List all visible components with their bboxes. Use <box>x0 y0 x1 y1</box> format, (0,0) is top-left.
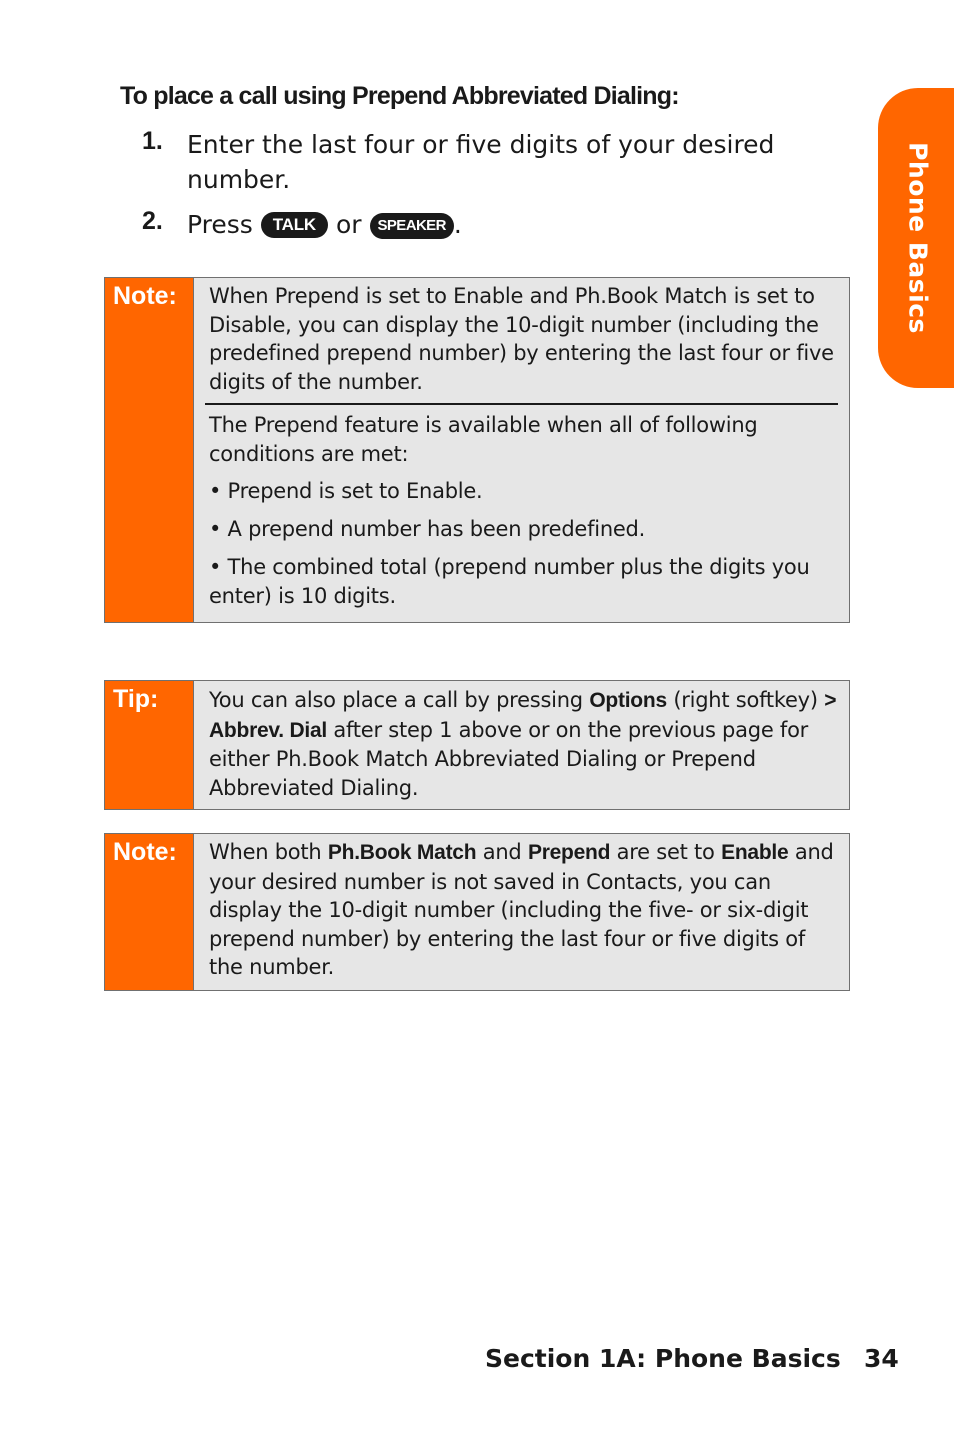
step-text-press: Press <box>187 210 253 239</box>
note-divider <box>205 403 838 405</box>
note-text: are set to <box>610 840 722 864</box>
note-text: When both <box>209 840 328 864</box>
speaker-key-icon: SPEAKER <box>370 213 454 239</box>
step-text <box>187 207 807 242</box>
note-bullet: • A prepend number has been predefined. <box>209 517 646 541</box>
tip-content <box>194 681 849 809</box>
section-side-tab <box>878 88 954 388</box>
note-label-column <box>105 834 194 990</box>
note-box-enable <box>104 833 850 991</box>
tip-text: You can also place a call by pressing <box>209 688 590 712</box>
note-label: Note: <box>113 282 177 310</box>
note-paragraph: The Prepend feature is available when all of following conditions are met: <box>209 413 758 466</box>
footer-page-number: 34 <box>864 1344 899 1373</box>
note-label: Note: <box>113 838 177 866</box>
tip-bold-options: Options <box>589 689 667 712</box>
tip-paragraph <box>209 686 839 802</box>
footer-section-title: Section 1A: Phone Basics <box>485 1344 841 1373</box>
step-number: 1. <box>142 127 163 155</box>
tip-text: (right softkey) <box>666 688 825 712</box>
note-paragraph <box>209 838 839 982</box>
side-tab-label: Phone Basics <box>903 142 933 334</box>
tip-box <box>104 680 850 810</box>
note-content <box>194 834 849 990</box>
note-label-column <box>105 278 194 622</box>
note-paragraph: When Prepend is set to Enable and Ph.Book Match is set to Disable, you can display the 10-digit number (including the predefined prepend number) by entering the last four or five digits of the number. <box>209 284 834 394</box>
note-bullet: • The combined total (prepend number plus the digits you enter) is 10 digits. <box>209 555 810 608</box>
step-number: 2. <box>142 207 163 235</box>
note-text: and your desired number is not saved in Contacts, you can display the 10-digit number (including the five- or six-digit prepend number) by entering the last four or five digits of the number. <box>209 840 834 979</box>
step-text: Enter the last four or five digits of your desired number. <box>187 130 775 194</box>
note-content <box>194 278 849 622</box>
step-text-or: or <box>335 210 362 239</box>
talk-key-icon: TALK <box>261 212 328 238</box>
tip-label: Tip: <box>113 685 159 713</box>
tip-text: after step 1 above or on the previous page for either Ph.Book Match Abbreviated Dialing or Prepend Abbreviated Dialing. <box>209 717 809 800</box>
note-bold-phbook-match: Ph.Book Match <box>327 841 477 864</box>
note-bold-prepend: Prepend <box>527 841 611 864</box>
note-bold-enable: Enable <box>721 841 789 864</box>
tip-bold-abbrev-dial: > Abbrev. Dial <box>209 689 837 742</box>
note-bullet: • Prepend is set to Enable. <box>209 479 483 503</box>
note-text: and <box>476 840 528 864</box>
step-text-period: . <box>453 210 462 239</box>
tip-label-column <box>105 681 194 809</box>
note-box-prepend <box>104 277 850 623</box>
procedure-heading: To place a call using Prepend Abbreviated Dialing: <box>120 82 679 110</box>
